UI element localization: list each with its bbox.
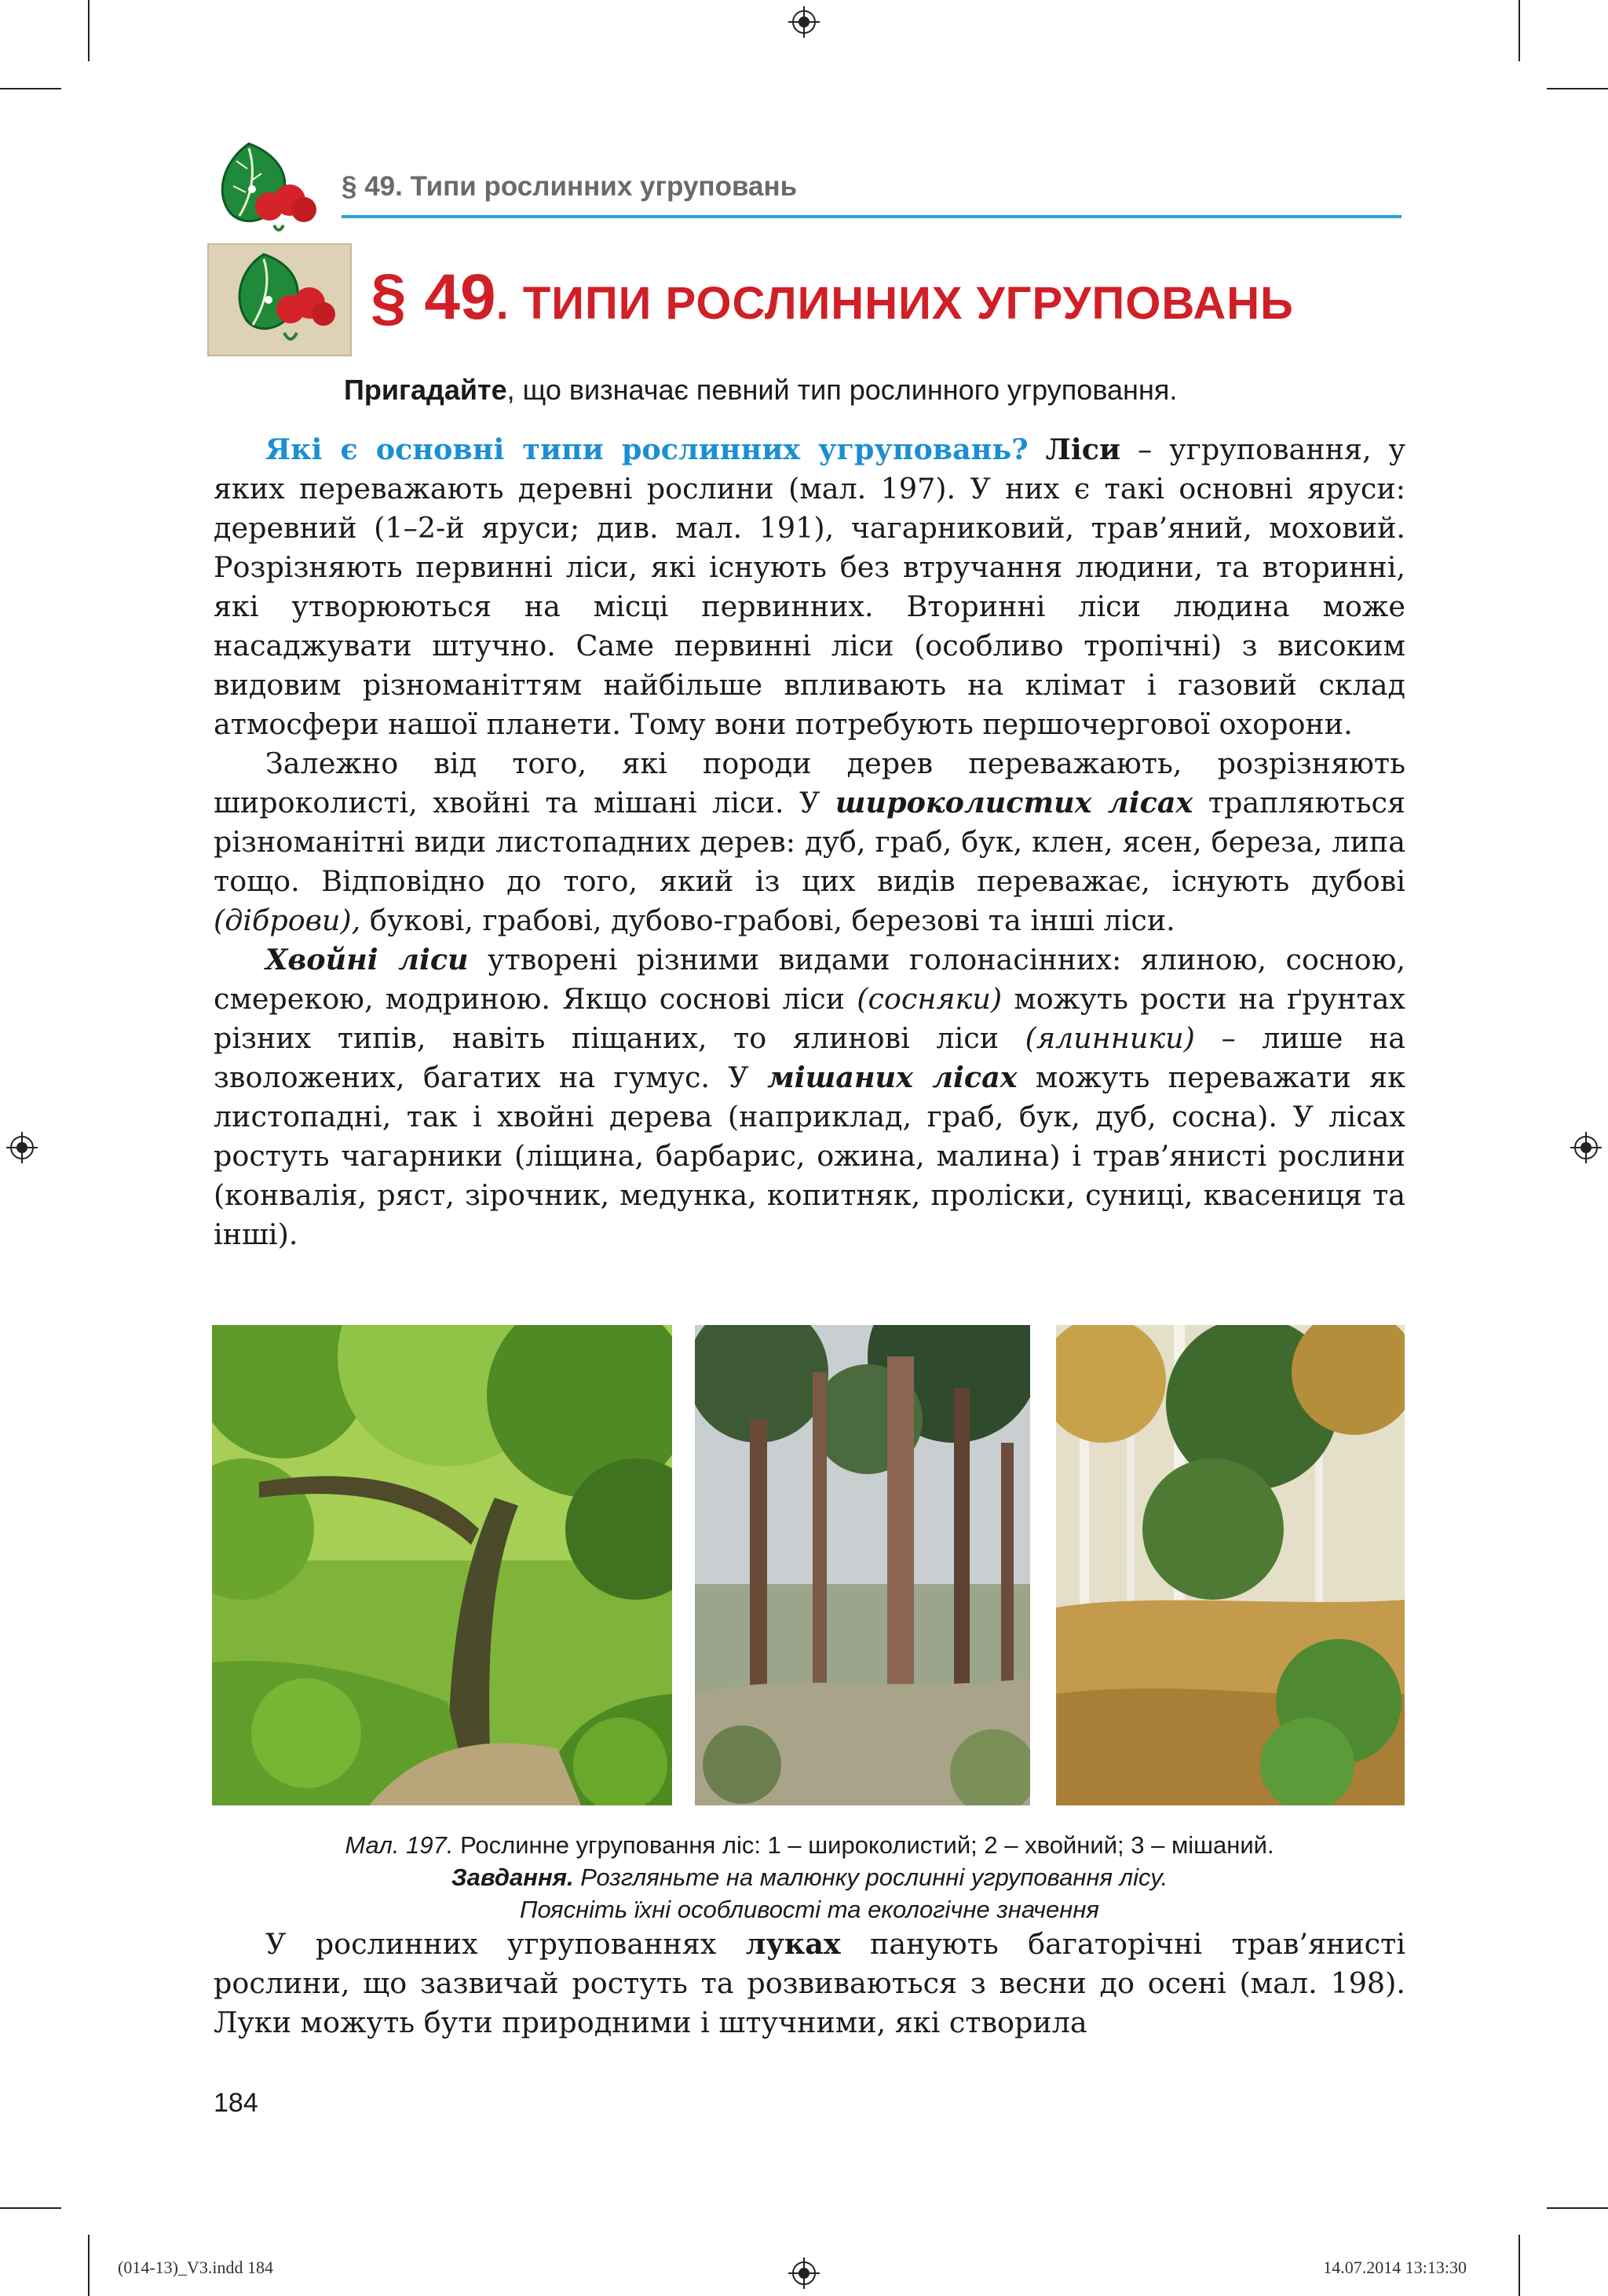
slug-left: (014-13)_V3.indd 184 [118, 2258, 273, 2277]
recall-prompt [344, 374, 1177, 407]
leaf-emblem-icon [208, 137, 318, 238]
recall-bold: Пригадайте [344, 374, 507, 406]
crop-mark [1518, 0, 1520, 61]
crop-mark [1547, 88, 1608, 89]
crop-mark [0, 2207, 61, 2209]
body-text-lower [214, 1925, 1405, 2042]
paragraph-text: можуть переважати як листопадні, так і хвойні дерева (наприклад, граб, бук, дуб, сосна). У лісах ростуть чагарники (ліщина, барбарис, ожина, малина) і трав’янисті рослини (конвалія, ряст, зірочник, медунка, копитняк, проліски, суниці, квасениця та інші). [214, 1060, 1406, 1251]
paragraph-text: можуть рости на ґрунтах різних типів, навіть піщаних, то ялинові ліси [214, 982, 1405, 1055]
photo-broadleaf-forest [212, 1325, 672, 1805]
caption-line-2 [214, 1861, 1405, 1893]
body-text-upper [214, 430, 1405, 1254]
registration-mark-icon [1570, 1132, 1602, 1163]
slug-right: 14.07.2014 13:13:30 [1323, 2258, 1467, 2277]
paragraph-text: – угруповання, у яких переважають деревні рослини (мал. 197). У них є такі основні яруси: деревний (1–2-й яруси; див. мал. 191), чагарниковий, трав’яний, моховий. Розрізняють первинні ліси, які існують без втручання людини, та вторинні, які утворюються на місці первинних. Вторинні ліси людина може насаджувати штучно. Саме первинні ліси (особливо тропічні) з високим видовим різноманіттям найбільше впливають на клімат і газовий склад атмосфери нашої планети. Тому вони потребують першочергової охорони. [214, 433, 1405, 741]
header-rule [342, 215, 1402, 218]
page-number: 184 [214, 2088, 258, 2118]
crop-mark [1518, 2235, 1520, 2296]
registration-mark-icon [788, 6, 820, 38]
registration-mark-icon [788, 2258, 820, 2289]
paragraph-text: У рослинних угрупованнях [265, 1927, 746, 1961]
registration-mark-icon [6, 1132, 38, 1163]
crop-mark [88, 0, 90, 61]
task-label: Завдання. [451, 1863, 574, 1891]
title-text: . ТИПИ РОСЛИННИХ УГРУПОВАНЬ [495, 278, 1294, 329]
paragraph-4 [214, 1925, 1405, 2042]
caption-line-1 [214, 1829, 1405, 1861]
crop-mark [0, 88, 61, 89]
paragraph-1 [214, 430, 1405, 744]
section-question: Які є основні типи рослинних угруповань? [265, 433, 1029, 466]
caption-text: Рослинне угруповання ліс: 1 – широколистий; 2 – хвойний; 3 – мішаний. [453, 1831, 1274, 1859]
task-text-2: Поясніть їхні особливості та екологічне значення [520, 1896, 1099, 1923]
term-forests: Ліси [1045, 433, 1121, 466]
leaf-flower-icon [209, 245, 350, 355]
paragraph-text: – лише на зволожених, багатих на гумус. У [214, 1021, 1405, 1094]
caption-line-3 [214, 1893, 1405, 1926]
paragraph-text: букові, грабові, дубово-грабові, березові та інші ліси. [360, 903, 1175, 937]
paragraph-text: панують багаторічні трав’янисті рослини, що зазвичай ростуть та розвиваються з весни до осені (мал. 198). Луки можуть бути природними і штучними, які створила [214, 1927, 1405, 2039]
paragraph-3 [214, 940, 1405, 1254]
term-meadows: луках [745, 1927, 841, 1961]
page-title [371, 261, 1294, 334]
photo-mixed-forest [1056, 1325, 1405, 1805]
crop-mark [88, 2235, 90, 2296]
photo-coniferous-forest [695, 1325, 1030, 1805]
paragraph-text: трапляються різноманітні види листопадних дерев: дуб, граб, бук, клен, ясен, береза, липа тощо. Відповідно до того, який із цих видів переважає, існують дубові [214, 786, 1405, 898]
term-mixed: мішаних лісах [767, 1060, 1018, 1094]
title-number: § 49 [371, 261, 496, 333]
term-coniferous: Хвойні ліси [265, 943, 469, 976]
term-yalynnyky: (ялинники) [1025, 1021, 1195, 1055]
title-emblem [207, 243, 352, 356]
paragraph-text: Залежно від того, які породи дерев переважають, розрізняють широколисті, хвойні та мішані ліси. У [214, 746, 1405, 819]
figure-label: Мал. 197. [345, 1831, 454, 1859]
paragraph-2 [214, 744, 1405, 940]
term-sosniaky: (сосняки) [857, 982, 1003, 1016]
task-text: Розгляньте на малюнку рослинні угруповання лісу. [573, 1863, 1168, 1891]
crop-mark [1547, 2207, 1608, 2209]
running-header: § 49. Типи рослинних угруповань [342, 171, 798, 202]
term-dibrovy: (діброви), [214, 903, 361, 937]
paragraph-text: утворені різними видами голонасінних: ялиною, сосною, смерекою, модриною. Якщо соснові ліси [214, 943, 1406, 1016]
term-broadleaf: широколистих лісах [835, 786, 1193, 819]
figure-caption [214, 1829, 1405, 1926]
recall-text: , що визначає певний тип рослинного угруповання. [506, 374, 1178, 406]
